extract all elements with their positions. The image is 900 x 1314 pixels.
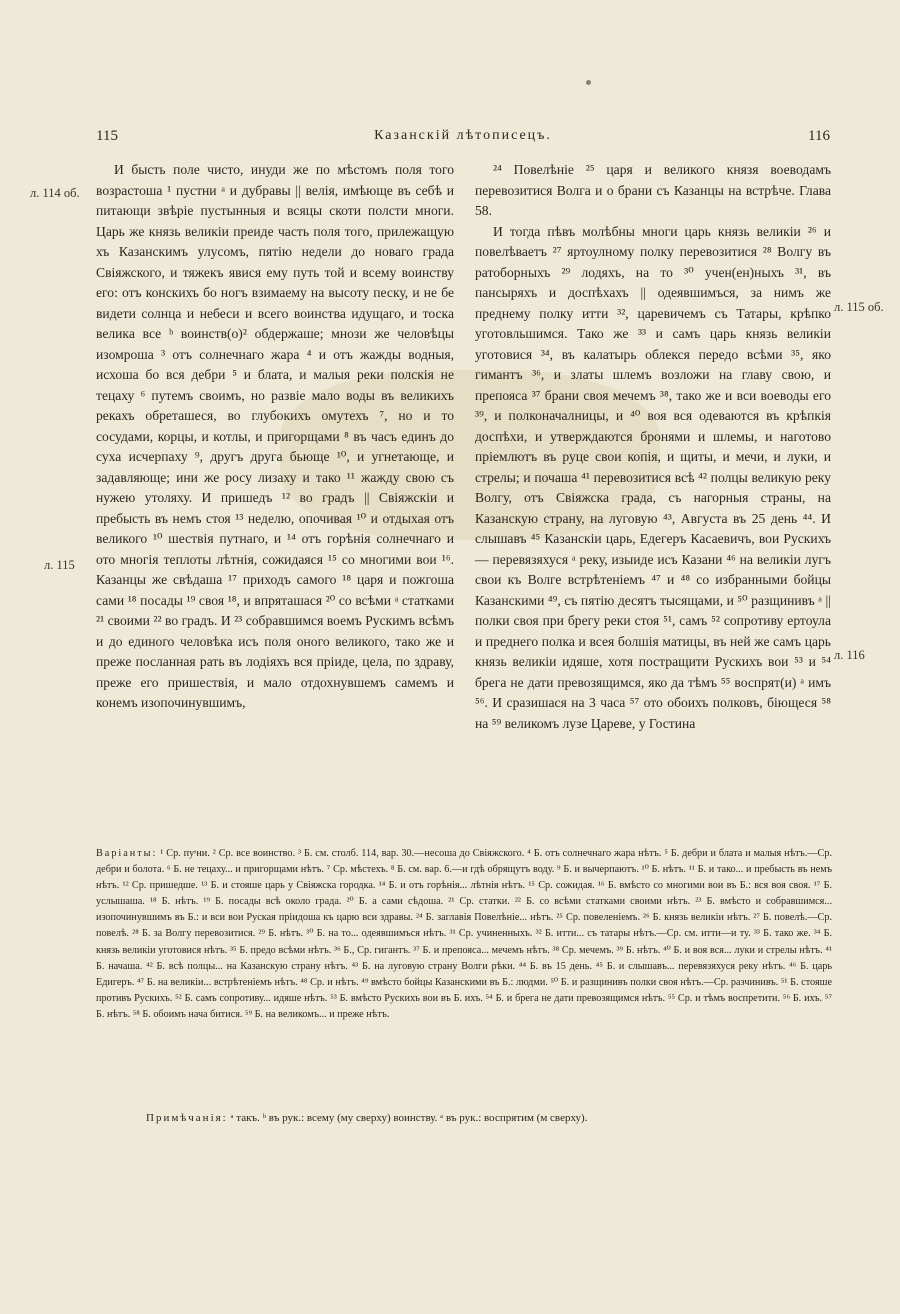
running-header [96,128,830,152]
margin-folio-right-1: л. 115 об. [834,300,884,314]
margin-folio-right-2: л. 116 [834,648,865,662]
running-title: Казанскій лѣтописецъ. [374,128,552,143]
margin-folio-left-2: л. 115 [44,558,75,572]
variants-apparatus [96,846,832,1023]
left-text-column [96,160,454,714]
variants-text: ¹ Ср. пуˢни. ² Ср. все воинство. ³ Б. см. столб. 114, вар. 30.—несоша до Свіяжского. ⁴ Б. отъ солнечнаго жара нѣтъ. ⁵ Б. дебри и блата и малыя нѣтъ.—Ср. дебри и болота. ⁶ Б. не тецаху... и пригорщами нѣтъ. ⁷ Ср. мѣстехъ. ⁸ Б. см. вар. 6.—и гдѣ обрящутъ воду. ⁹ Б. и вычерпаютъ. ¹⁰ Б. нѣтъ. ¹¹ Б. и тако... и пребысть въ немъ нѣтъ. ¹² Ср. пришедше. ¹³ Б. и стояше царь у Свіяжска городка. ¹⁴ Б. и отъ горѣнія... лѣтнія нѣтъ. ¹⁵ Ср. сожидая. ¹⁶ Б. вмѣсто со многими вои въ Б.: вся воя своя. ¹⁷ Б. услышаша. ¹⁸ Б. нѣтъ. ¹⁹ Б. посады всѣ около града. ²⁰ Б. а сами сѣдоша. ²¹ Ср. статки. ²² Б. со всѣми статками своими нѣтъ. ²³ Б. вмѣсто и собравшимся... изопочинувшимъ въ Б.: и вси вои Руская пріидоша къ царю вси здравы. ²⁴ Б. заглавія Повелѣніе... нѣтъ. ²⁵ Ср. повеленіемъ. ²⁶ Б. князь великіи нѣтъ. ²⁷ Б. повелѣ.—Ср. повелѣ. ²⁸ Б. за Волгу перевозитися. ²⁹ Б. нѣтъ. ³⁰ Б. на то... одеявшимъся нѣтъ. ³¹ Ср. учиненныхъ. ³² Б. итти... съ татары нѣтъ.—Ср. см. итти—и ту. ³³ Б. тако же. ³⁴ Б. князь великіи уготовися нѣтъ. ³⁵ Б. предо всѣми нѣтъ. ³⁶ Б., Ср. гигантъ. ³⁷ Б. и препояса... мечемъ нѣтъ. ³⁸ Ср. мечемъ. ³⁹ Б. нѣтъ. ⁴⁰ Б. и воя вся... луки и стрелы нѣтъ. ⁴¹ Б. начаша. ⁴² Б. всѣ полцы... на Казанскую страну нѣтъ. ⁴³ Б. на луговую страну Волги рѣки. ⁴⁴ Б. въ 15 день. ⁴⁵ Б. и слышавъ... перевязяхуся реку нѣтъ. ⁴⁶ Б. царь Едигеръ. ⁴⁷ Б. на великіи... встрѣтеніемъ нѣтъ. ⁴⁸ Ср. и нѣтъ. ⁴⁹ вмѣсто бойцы Казанскими въ Б.: людми. ⁵⁰ Б. и разщинивъ полки своя нѣтъ.—Ср. разчинивъ. ⁵¹ Б. стояше противъ Рускихъ. ⁵² Б. самъ сопротиву... идяше нѣтъ. ⁵³ Б. вмѣсто Рускихъ вои въ Б. ихъ. ⁵⁴ Б. и брега не дати превозящимся нѣтъ. ⁵⁵ Ср. и тѣмъ воспретити. ⁵⁶ Б. ихъ. ⁵⁷ Б. нѣтъ. ⁵⁸ Б. обоимъ нача битися. ⁵⁹ Б. на великомъ... и преже нѣтъ. [96,848,832,1020]
variants-label: Варіанты: [96,848,158,859]
margin-folio-left-1: л. 114 об. [30,186,80,200]
right-paragraph: И тогда пѣвъ молѣбны многи царь князь великіи ²⁶ и повелѣваетъ ²⁷ яртоулному полку перевозитися ²⁸ Волгу въ ратоборныхъ ²⁹ лодяхъ, на то ³⁰ учен(ен)ныхъ ³¹, въ пансыряхъ и доспѣхахъ || одеявшимъся, за нимъ же преднему полку итти ³², царевичемъ съ Татары, крѣпко уготовльшимся. Тако же ³³ и самъ царь князь великіи уготовися ³⁴, въ калатырь облекся передо всѣми ³⁵, яко гимантъ ³⁶, и златы шлемъ возложи на главу свою, и препояса ³⁷ брани своя мечемъ ³⁸, тако же и вси воеводы его ³⁹, и полконачалницы, и ⁴⁰ воя вся одеваются въ крѣпкія доспѣхи, и утверждаются бронями и шлемы, и наготово пріемлютъ въ руце свои копія, и щиты, и мечи, и луки, и стрелы; и почаша ⁴¹ перевозитися всѣ ⁴² полцы великую реку Волгу, отъ Свіяжска града, съ нагорныя страны, на Казанскую страну, на луговую ⁴³, Августа въ 25 день ⁴⁴. И слышавъ ⁴⁵ Казанскіи царь, Едегеръ Касаевичъ, вои Рускихъ — перевязяхуся ᵃ реку, изыиде исъ Казани ⁴⁶ на великіи лугъ свои къ Волге встрѣтеніемъ ⁴⁷ и ⁴⁸ со избранными бойцы Казанскими ⁴⁹, съ пятію десятъ тысящами, и ⁵⁰ разщинивъ ᵃ || полки своя при брегу реки стоя ⁵¹, самъ ⁵² сопротиву ертоула и преднего полка и всея болшія матицы, въ ней же самъ царь князь великіи идяше, хотя постращити Рускихъ вои ⁵³ и ⁵⁴ брега не дати превозящимся, яко да тѣмъ ⁵⁵ воспрят(и) ᵃ имъ ⁵⁶. И срaзишася на 3 часа ⁵⁷ ото обоихъ полковъ, біющеся ⁵⁸ на ⁵⁹ великомъ лузе Цареве, у Гостина [475,223,831,731]
right-text-column [475,160,831,734]
chapter-heading: ²⁴ Повелѣніе ²⁵ царя и великого князя воеводамъ перевозитися Волга и о брани съ Казанцы на встрѣче. Глава 58. [475,162,831,218]
page-number-right: 116 [808,128,830,144]
notes-label: Примѣчанія: [146,1112,228,1124]
notes-text: ᵃ такъ. ᵇ въ рук.: всему (му сверху) воинству. ᵃ въ рук.: воспрятим (м сверху). [230,1112,588,1124]
page-number-left: 115 [96,128,118,144]
editorial-notes [146,1112,846,1124]
ink-dot [586,80,591,85]
left-paragraph: И бысть поле чисто, инуди же по мѣстомъ поля того возрастоша ¹ пустни ᵃ и дубравы || велія, имѣюще въ себѣ и питающи звѣріе пустынныя и всяцы скоти полсти многи. Царь же князь великіи преиде часть поля того, прилежащую хъ Казанскимъ улусомъ, пятію недели до новаго града Свіяжского, и тяжекъ явися ему путь той и всему воинству его: отъ конскихъ бо ногъ взимаему на высоту песку, и не бе видети солнца и небеси и всего воинства идущаго, и тоска велика все ᵇ воинств(о)² обдержаше; мнози же человѣцы изомроша ³ отъ солнечнаго жара ⁴ и отъ жажды водныя, исхоша бо вся дебри ⁵ и блата, и малыя реки полскія не тецаху ⁶ путемъ своимъ, но развіе мало воды въ великихъ рекахъ обреташеся, во глубокихъ омутехъ ⁷, но и то сосудами, корцы, и котлы, и пригорщами ⁸ въ часъ единъ до суха исчерпаху ⁹, другъ друга бьюще ¹⁰, и угнетающе, и задавляюще; ини же росу лизаху и тако ¹¹ жажду свою съ нужею утоляху. И пришедъ ¹² во градъ || Свіяжскіи и пребысть въ немъ стоя ¹³ неделю, опочивая ¹⁰ и отдыхая отъ великого ¹⁰ шествія путнаго, и ¹⁴ отъ горѣнія солнечнаго и ото многія теплоты лѣтнія, сожидаяся ¹⁵ со многими вои ¹⁶. Казанцы же свѣдаша ¹⁷ приходъ самого ¹⁸ царя и пожгоша сами ¹⁸ посады ¹⁹ своя ¹⁸, и впряташася ²⁰ со всѣми ᵃ статками ²¹ своими ²² во градъ. И ²³ собравшимся воемъ Рускимъ всѣмъ и до единого человѣка исъ поля оного великого, тако же и преже посланная рать въ лодіяхъ вся пріиде, цела, по здраву, преже его пришествія, и мало отдохнувшемъ самемъ и конемъ изопочинувшимъ, [96,162,454,710]
